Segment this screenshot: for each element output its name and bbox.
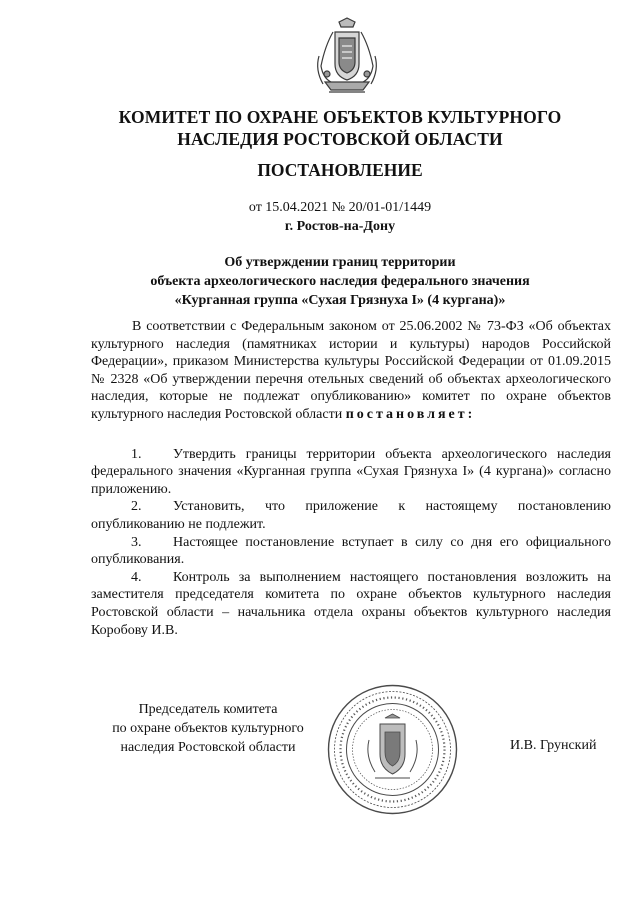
city: г. Ростов-на-Дону bbox=[284, 219, 396, 234]
list-item bbox=[91, 498, 611, 533]
item-number: 2. bbox=[131, 499, 142, 515]
list-item bbox=[91, 569, 611, 639]
item-text: Контроль за выполнением настоящего постановления возложить на заместителя председателя комитета по охране объектов культурного наследия Ростовской области – начальника отдела охраны объектов культурного наследия Коробову И.В. bbox=[91, 569, 611, 638]
org-line-1: КОМИТЕТ ПО ОХРАНЕ ОБЪЕКТОВ КУЛЬТУРНОГО bbox=[118, 107, 562, 127]
org-line-2: НАСЛЕДИЯ РОСТОВСКОЙ ОБЛАСТИ bbox=[177, 129, 503, 149]
signer-title-line-3: наследия Ростовской области bbox=[120, 740, 296, 755]
organization-name bbox=[80, 106, 600, 150]
subject-line-2: объекта археологического наследия федерального значения bbox=[150, 274, 530, 289]
document-type: ПОСТАНОВЛЕНИЕ bbox=[257, 160, 423, 180]
intro-text: В соответствии с Федеральным законом от 25.06.2002 № 73-ФЗ «Об объектах культурного наследия (памятниках истории и культуры) народов Российской Федерации», приказом Министерства культуры Российской Федерации от 01.09.2015 № 2328 «Об утверждении перечня отельных сведений об объектах археологического наследия, которые не подлежат опубликованию» комитет по охране объектов культурного наследия Ростовской области bbox=[91, 319, 611, 422]
signer-title-line-1: Председатель комитета bbox=[138, 702, 278, 717]
item-number: 3. bbox=[131, 534, 142, 550]
item-number: 4. bbox=[131, 569, 142, 585]
signer-title bbox=[92, 700, 324, 757]
signer-title-line-2: по охране объектов культурного bbox=[112, 721, 304, 736]
list-item bbox=[91, 446, 611, 499]
document-subject bbox=[80, 253, 600, 310]
item-text: Утвердить границы территории объекта археологического наследия федерального значения «Курганная группа «Сухая Грязнуха I» (4 кургана)» согласно приложению. bbox=[91, 446, 611, 497]
official-seal-icon bbox=[325, 682, 460, 817]
items-list bbox=[91, 446, 611, 640]
document-meta bbox=[80, 198, 600, 236]
subject-line-1: Об утверждении границ территории bbox=[224, 255, 456, 270]
subject-line-3: «Курганная группа «Сухая Грязнуха I» (4 кургана)» bbox=[174, 293, 506, 308]
signer-name: И.В. Грунский bbox=[510, 738, 597, 753]
document-body bbox=[91, 318, 611, 639]
item-text: Установить, что приложение к настоящему постановлению опубликованию не подлежит. bbox=[91, 499, 611, 532]
list-item bbox=[91, 534, 611, 569]
date-number: от 15.04.2021 № 20/01-01/1449 bbox=[248, 200, 432, 215]
item-number: 1. bbox=[131, 446, 142, 462]
decree-word: постановляет: bbox=[345, 406, 476, 422]
intro-paragraph bbox=[91, 318, 611, 424]
item-text: Настоящее постановление вступает в силу со дня его официального опубликования. bbox=[91, 534, 611, 568]
coat-of-arms-icon bbox=[311, 16, 383, 98]
